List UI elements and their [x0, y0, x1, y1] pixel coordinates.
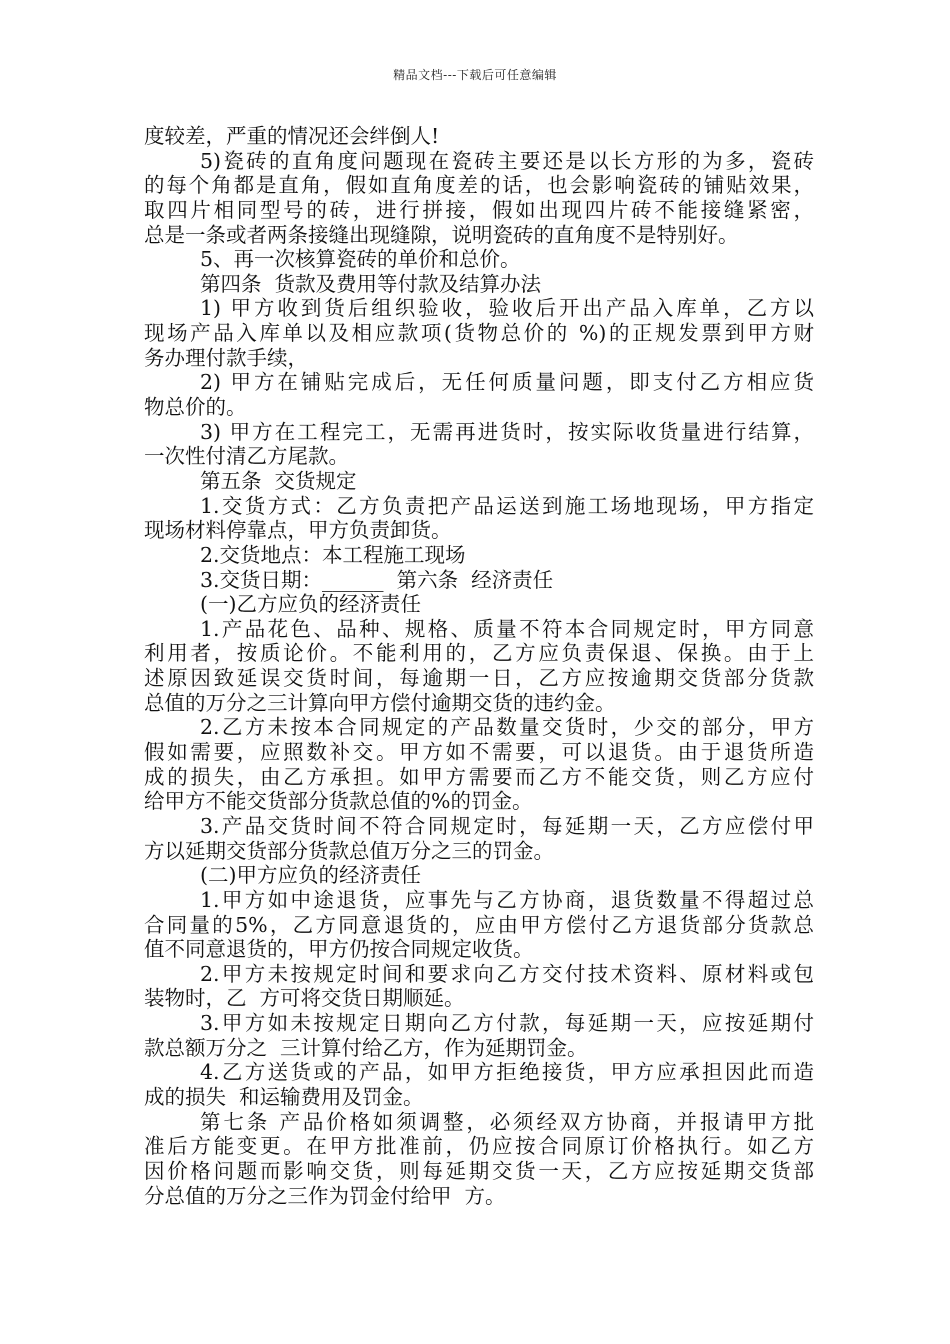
document-line: 一次性付清乙方尾款。	[144, 444, 349, 469]
document-line: 1.甲方如中途退货，应事先与乙方协商，退货数量不得超过总	[200, 887, 814, 912]
document-line: (一)乙方应负的经济责任	[200, 592, 421, 617]
document-body	[144, 124, 814, 1208]
document-line: 值不同意退货的，甲方仍按合同规定收货。	[144, 937, 534, 962]
document-line: 装物时，乙 方可将交货日期顺延。	[144, 986, 465, 1011]
document-line: 5)瓷砖的直角度问题现在瓷砖主要还是以长方形的为多，瓷砖	[200, 148, 814, 173]
document-line: 给甲方不能交货部分货款总值的%的罚金。	[144, 789, 533, 814]
document-line: 第五条 交货规定	[200, 468, 357, 493]
document-line: (二)甲方应负的经济责任	[200, 863, 421, 888]
document-line: 2.甲方未按规定时间和要求向乙方交付技术资料、原材料或包	[200, 961, 814, 986]
document-line: 现场产品入库单以及相应款项(货物总价的 %)的正规发票到甲方财	[144, 321, 814, 346]
document-line: 3.甲方如未按规定日期向乙方付款，每延期一天，应按延期付	[200, 1011, 814, 1036]
document-line: 2.乙方未按本合同规定的产品数量交货时，少交的部分，甲方	[200, 715, 814, 740]
document-line: 款总额万分之 三计算付给乙方，作为延期罚金。	[144, 1035, 588, 1060]
document-line: 利用者，按质论价。不能利用的，乙方应负责保退、保换。由于上	[144, 641, 814, 666]
document-line: 1) 甲方收到货后组织验收，验收后开出产品入库单，乙方以	[200, 296, 814, 321]
document-line: 因价格问题而影响交货，则每延期交货一天，乙方应按延期交货部	[144, 1158, 814, 1183]
document-line: 4.乙方送货或的产品，如甲方拒绝接货，甲方应承担因此而造	[200, 1060, 814, 1085]
document-line: 度较差，严重的情况还会绊倒人!	[144, 124, 440, 148]
document-line: 的每个角都是直角，假如直角度差的话，也会影响瓷砖的铺贴效果，	[144, 173, 814, 198]
document-line: 合同量的5%，乙方同意退货的，应由甲方偿付乙方退货部分货款总	[144, 912, 814, 937]
document-line: 1.交货方式：乙方负责把产品运送到施工场地现场，甲方指定	[200, 493, 814, 518]
document-line: 第七条 产品价格如须调整，必须经双方协商，并报请甲方批	[200, 1109, 814, 1134]
page-header: 精品文档---下载后可任意编辑	[393, 68, 557, 82]
document-line: 分总值的万分之三作为罚金付给甲 方。	[144, 1183, 506, 1208]
document-line: 成的损失，由乙方承担。如甲方需要而乙方不能交货，则乙方应付	[144, 764, 814, 789]
document-line: 现场材料停靠点，甲方负责卸货。	[144, 518, 452, 543]
document-line: 物总价的。	[144, 395, 247, 420]
document-line: 假如需要，应照数补交。甲方如不需要，可以退货。由于退货所造	[144, 740, 814, 765]
document-line: 2.交货地点：本工程施工现场	[200, 542, 466, 567]
document-line: 准后方能变更。在甲方批准前，仍应按合同原订价格执行。如乙方	[144, 1134, 814, 1159]
document-line: 述原因致延误交货时间，每逾期一日，乙方应按逾期交货部分货款	[144, 666, 814, 691]
document-line: 2) 甲方在铺贴完成后，无任何质量问题，即支付乙方相应货	[200, 370, 814, 395]
document-line: 5、再一次核算瓷砖的单价和总价。	[200, 247, 521, 272]
document-line: 3.产品交货时间不符合同规定时，每延期一天，乙方应偿付甲	[200, 813, 814, 838]
document-line: 务办理付款手续，	[144, 345, 308, 370]
document-line: 成的损失 和运输费用及罚金。	[144, 1084, 424, 1109]
document-line: 3) 甲方在工程完工，无需再进货时，按实际收货量进行结算，	[200, 419, 814, 444]
document-line: 3.交货日期：______ 第六条 经济责任	[200, 567, 554, 592]
document-line: 方以延期交货部分货款总值万分之三的罚金。	[144, 838, 554, 863]
document-line: 总值的万分之三计算向甲方偿付逾期交货的违约金。	[144, 690, 616, 715]
document-line: 总是一条或者两条接缝出现缝隙，说明瓷砖的直角度不是特别好。	[144, 222, 739, 247]
document-line: 第四条 货款及费用等付款及结算办法	[200, 271, 542, 296]
document-line: 取四片相同型号的砖，进行拼接，假如出现四片砖不能接缝紧密，	[144, 197, 814, 222]
document-line: 1.产品花色、品种、规格、质量不符本合同规定时，甲方同意	[200, 616, 814, 641]
